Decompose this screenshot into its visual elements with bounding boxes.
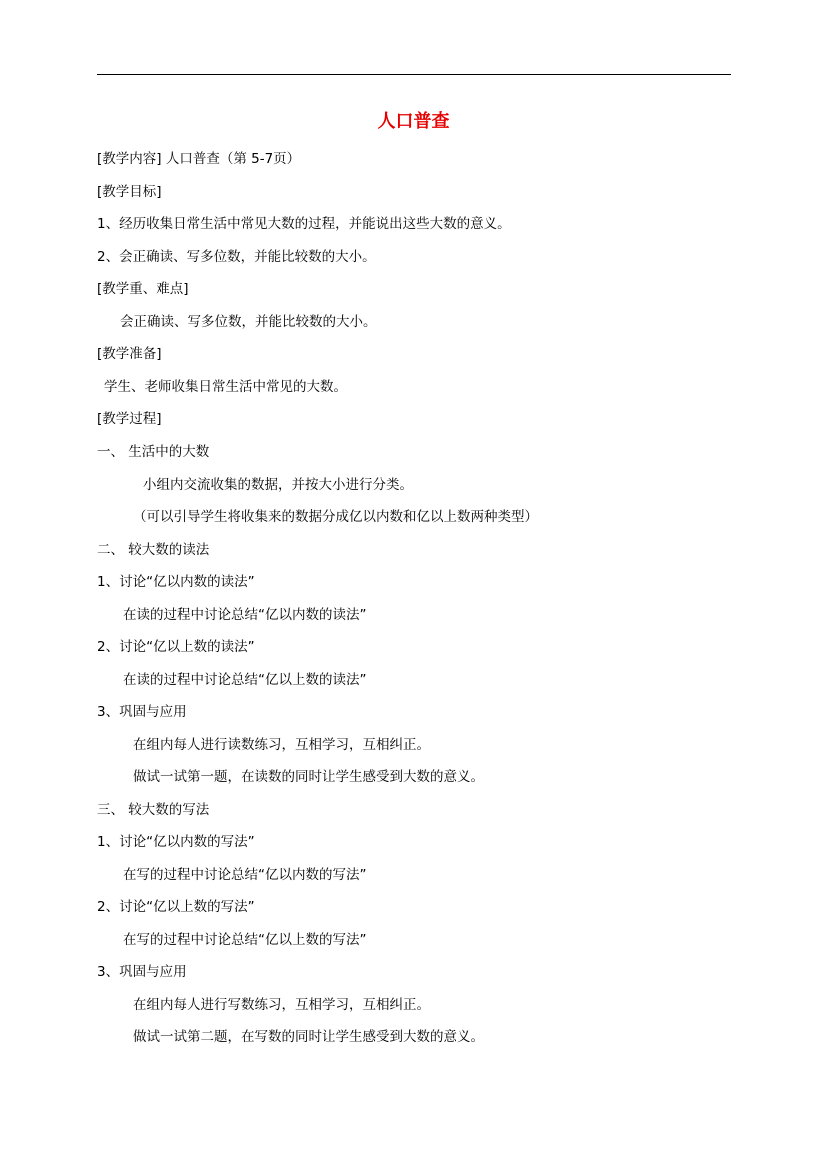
part-two-item-2: 2、讨论“亿以上数的读法” xyxy=(97,639,255,655)
document-title: 人口普查 xyxy=(377,111,450,132)
section-heading-preparation: [教学准备] xyxy=(97,346,162,362)
part-three-item-1-detail: 在写的过程中讨论总结“亿以内数的写法” xyxy=(123,867,367,883)
goal-item-1: 1、经历收集日常生活中常见大数的过程，并能说出这些大数的意义。 xyxy=(97,216,511,232)
key-points-text: 会正确读、写多位数，并能比较数的大小。 xyxy=(120,314,377,330)
part-two-item-1-detail: 在读的过程中讨论总结“亿以内数的读法” xyxy=(123,607,367,623)
part-one-heading: 一、 生活中的大数 xyxy=(97,444,210,460)
part-two-heading: 二、 较大数的读法 xyxy=(97,542,210,558)
part-two-item-1: 1、讨论“亿以内数的读法” xyxy=(97,574,255,590)
preparation-text: 学生、老师收集日常生活中常见的大数。 xyxy=(104,379,347,395)
part-three-item-2-detail: 在写的过程中讨论总结“亿以上数的写法” xyxy=(123,932,367,948)
header-rule xyxy=(97,74,731,75)
part-two-item-2-detail: 在读的过程中讨论总结“亿以上数的读法” xyxy=(123,672,367,688)
part-one-text: 小组内交流收集的数据，并按大小进行分类。 xyxy=(143,477,413,493)
lesson-content-line: [教学内容] 人口普查（第 5-7页） xyxy=(97,151,301,167)
part-two-item-3-detail-1: 在组内每人进行读数练习，互相学习，互相纠正。 xyxy=(133,737,430,753)
part-three-item-3-detail-2: 做试一试第二题，在写数的同时让学生感受到大数的意义。 xyxy=(133,1029,484,1045)
part-three-heading: 三、 较大数的写法 xyxy=(97,802,210,818)
section-heading-key-points: [教学重、难点] xyxy=(97,281,189,297)
part-one-note: （可以引导学生将收集来的数据分成亿以内数和亿以上数两种类型） xyxy=(133,509,538,525)
part-three-item-1: 1、讨论“亿以内数的写法” xyxy=(97,834,255,850)
part-three-item-3: 3、巩固与应用 xyxy=(97,964,187,980)
goal-item-2: 2、会正确读、写多位数，并能比较数的大小。 xyxy=(97,249,376,265)
section-heading-process: [教学过程] xyxy=(97,411,162,427)
part-two-item-3-detail-2: 做试一试第一题，在读数的同时让学生感受到大数的意义。 xyxy=(133,769,484,785)
part-two-item-3: 3、巩固与应用 xyxy=(97,704,187,720)
part-three-item-3-detail-1: 在组内每人进行写数练习，互相学习，互相纠正。 xyxy=(133,997,430,1013)
part-three-item-2: 2、讨论“亿以上数的写法” xyxy=(97,899,255,915)
section-heading-goals: [教学目标] xyxy=(97,184,162,200)
